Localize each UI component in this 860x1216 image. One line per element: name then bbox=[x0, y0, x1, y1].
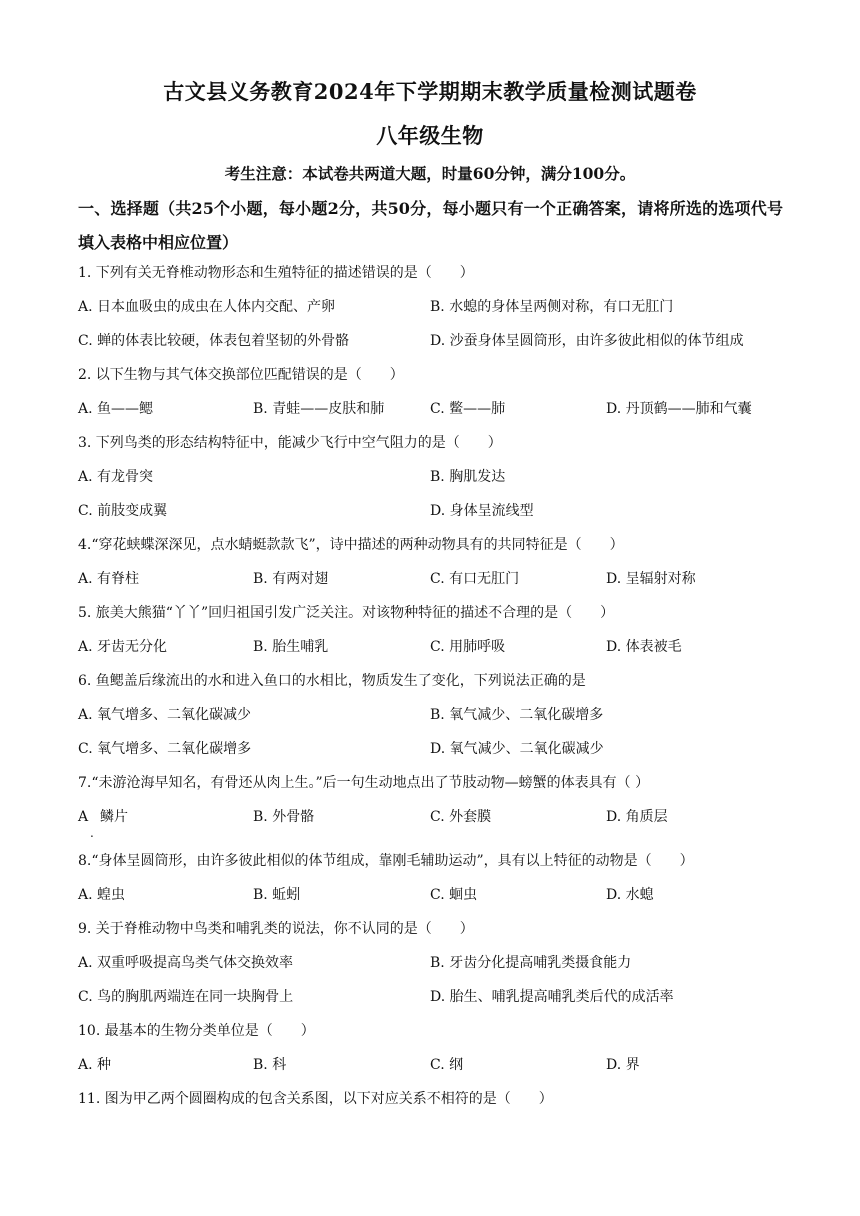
option-b: B. 青蛙——皮肤和肺 bbox=[253, 401, 385, 417]
option-d: D. 体表被毛 bbox=[606, 639, 682, 655]
option-d: D. 氧气减少、二氧化碳减少 bbox=[430, 741, 604, 757]
question-options bbox=[78, 569, 783, 589]
question-stem: 2. 以下生物与其气体交换部位匹配错误的是（ ） bbox=[78, 367, 404, 383]
option-d: D. 呈辐射对称 bbox=[606, 571, 696, 587]
option-d: D. 身体呈流线型 bbox=[430, 503, 534, 519]
question-stem: 4.“穿花蛱蝶深深见，点水蜻蜓款款飞”，诗中描述的两种动物具有的共同特征是（ ） bbox=[78, 537, 624, 553]
exam-notice: 考生注意：本试卷共两道大题，时量60分钟，满分100分。 bbox=[224, 164, 636, 183]
option-c: C. 鳖——肺 bbox=[430, 401, 506, 417]
option-c: C. 纲 bbox=[430, 1057, 464, 1073]
option-b: B. 氧气减少、二氧化碳增多 bbox=[430, 707, 604, 723]
option-c: C. 蛔虫 bbox=[430, 887, 478, 903]
option-a: A. 种 bbox=[78, 1057, 112, 1073]
option-c: C. 有口无肛门 bbox=[430, 571, 520, 587]
question-stem: 7.“未游沧海早知名，有骨还从肉上生。”后一句生动地点出了节肢动物—螃蟹的体表具有（ ） bbox=[78, 775, 650, 791]
question-options bbox=[78, 331, 783, 351]
question-options bbox=[78, 739, 783, 759]
option-a: A. 有龙骨突 bbox=[78, 469, 154, 485]
exam-subject: 八年级生物 bbox=[376, 123, 484, 148]
question-options bbox=[78, 987, 783, 1007]
option-a: A. 鱼——鳃 bbox=[78, 401, 154, 417]
option-d: D. 沙蚕身体呈圆筒形，由许多彼此相似的体节组成 bbox=[430, 333, 744, 349]
option-a-text: 鳞片 bbox=[100, 809, 128, 825]
question-options bbox=[78, 953, 783, 973]
option-a: A. 牙齿无分化 bbox=[78, 639, 168, 655]
option-d: D. 界 bbox=[606, 1057, 640, 1073]
question-stem: 9. 关于脊椎动物中鸟类和哺乳类的说法，你不认同的是（ ） bbox=[78, 921, 474, 937]
option-a: A. 日本血吸虫的成虫在人体内交配、产卵 bbox=[78, 299, 336, 315]
option-a-letter: A bbox=[78, 809, 89, 825]
option-c: C. 鸟的胸肌两端连在同一块胸骨上 bbox=[78, 989, 294, 1005]
question-options bbox=[78, 705, 783, 725]
option-d: D. 角质层 bbox=[606, 809, 668, 825]
option-b: B. 外骨骼 bbox=[253, 809, 315, 825]
question-options bbox=[78, 637, 783, 657]
exam-title: 古文县义务教育2024年下学期期末教学质量检测试题卷 bbox=[163, 79, 697, 104]
question-options bbox=[78, 399, 783, 419]
option-c: C. 氧气增多、二氧化碳增多 bbox=[78, 741, 252, 757]
option-b: B. 科 bbox=[253, 1057, 287, 1073]
question-options bbox=[78, 885, 783, 905]
section-heading: 一、选择题（共25个小题，每小题2分，共50分，每小题只有一个正确答案，请将所选的选项代号填入表格中相应位置） bbox=[78, 199, 783, 252]
question-options bbox=[78, 467, 783, 487]
option-c: C. 用肺呼吸 bbox=[430, 639, 506, 655]
option-a: A. 双重呼吸提高鸟类气体交换效率 bbox=[78, 955, 294, 971]
option-a: A. 蝗虫 bbox=[78, 887, 126, 903]
option-b: B. 水螅的身体呈两侧对称，有口无肛门 bbox=[430, 299, 674, 315]
option-a: A. 有脊柱 bbox=[78, 571, 140, 587]
question-options bbox=[78, 501, 783, 521]
option-c: C. 外套膜 bbox=[430, 809, 492, 825]
option-a-dot: . bbox=[90, 826, 94, 840]
option-a: A. 氧气增多、二氧化碳减少 bbox=[78, 707, 252, 723]
question-stem: 6. 鱼鳃盖后缘流出的水和进入鱼口的水相比，物质发生了变化，下列说法正确的是 bbox=[78, 673, 586, 689]
option-b: B. 蚯蚓 bbox=[253, 887, 301, 903]
question-options bbox=[78, 1055, 783, 1075]
option-b: B. 牙齿分化提高哺乳类摄食能力 bbox=[430, 955, 632, 971]
option-b: B. 胎生哺乳 bbox=[253, 639, 329, 655]
option-d: D. 丹顶鹤——肺和气囊 bbox=[606, 401, 752, 417]
question-stem: 3. 下列鸟类的形态结构特征中，能减少飞行中空气阻力的是（ ） bbox=[78, 435, 502, 451]
question-options bbox=[78, 807, 783, 840]
option-b: B. 有两对翅 bbox=[253, 571, 329, 587]
question-stem: 1. 下列有关无脊椎动物形态和生殖特征的描述错误的是（ ） bbox=[78, 265, 474, 281]
question-stem: 8.“身体呈圆筒形，由许多彼此相似的体节组成，靠刚毛辅助运动”，具有以上特征的动物是（ ） bbox=[78, 853, 694, 869]
option-d: D. 胎生、哺乳提高哺乳类后代的成活率 bbox=[430, 989, 674, 1005]
question-stem: 11. 图为甲乙两个圆圈构成的包含关系图，以下对应关系不相符的是（ ） bbox=[78, 1091, 553, 1107]
question-options bbox=[78, 297, 783, 317]
option-c: C. 蝉的体表比较硬，体表包着坚韧的外骨骼 bbox=[78, 333, 350, 349]
option-b: B. 胸肌发达 bbox=[430, 469, 506, 485]
option-d: D. 水螅 bbox=[606, 887, 654, 903]
question-stem: 10. 最基本的生物分类单位是（ ） bbox=[78, 1023, 315, 1039]
question-stem: 5. 旅美大熊猫“丫丫”回归祖国引发广泛关注。对该物种特征的描述不合理的是（ ） bbox=[78, 605, 615, 621]
option-c: C. 前肢变成翼 bbox=[78, 503, 168, 519]
